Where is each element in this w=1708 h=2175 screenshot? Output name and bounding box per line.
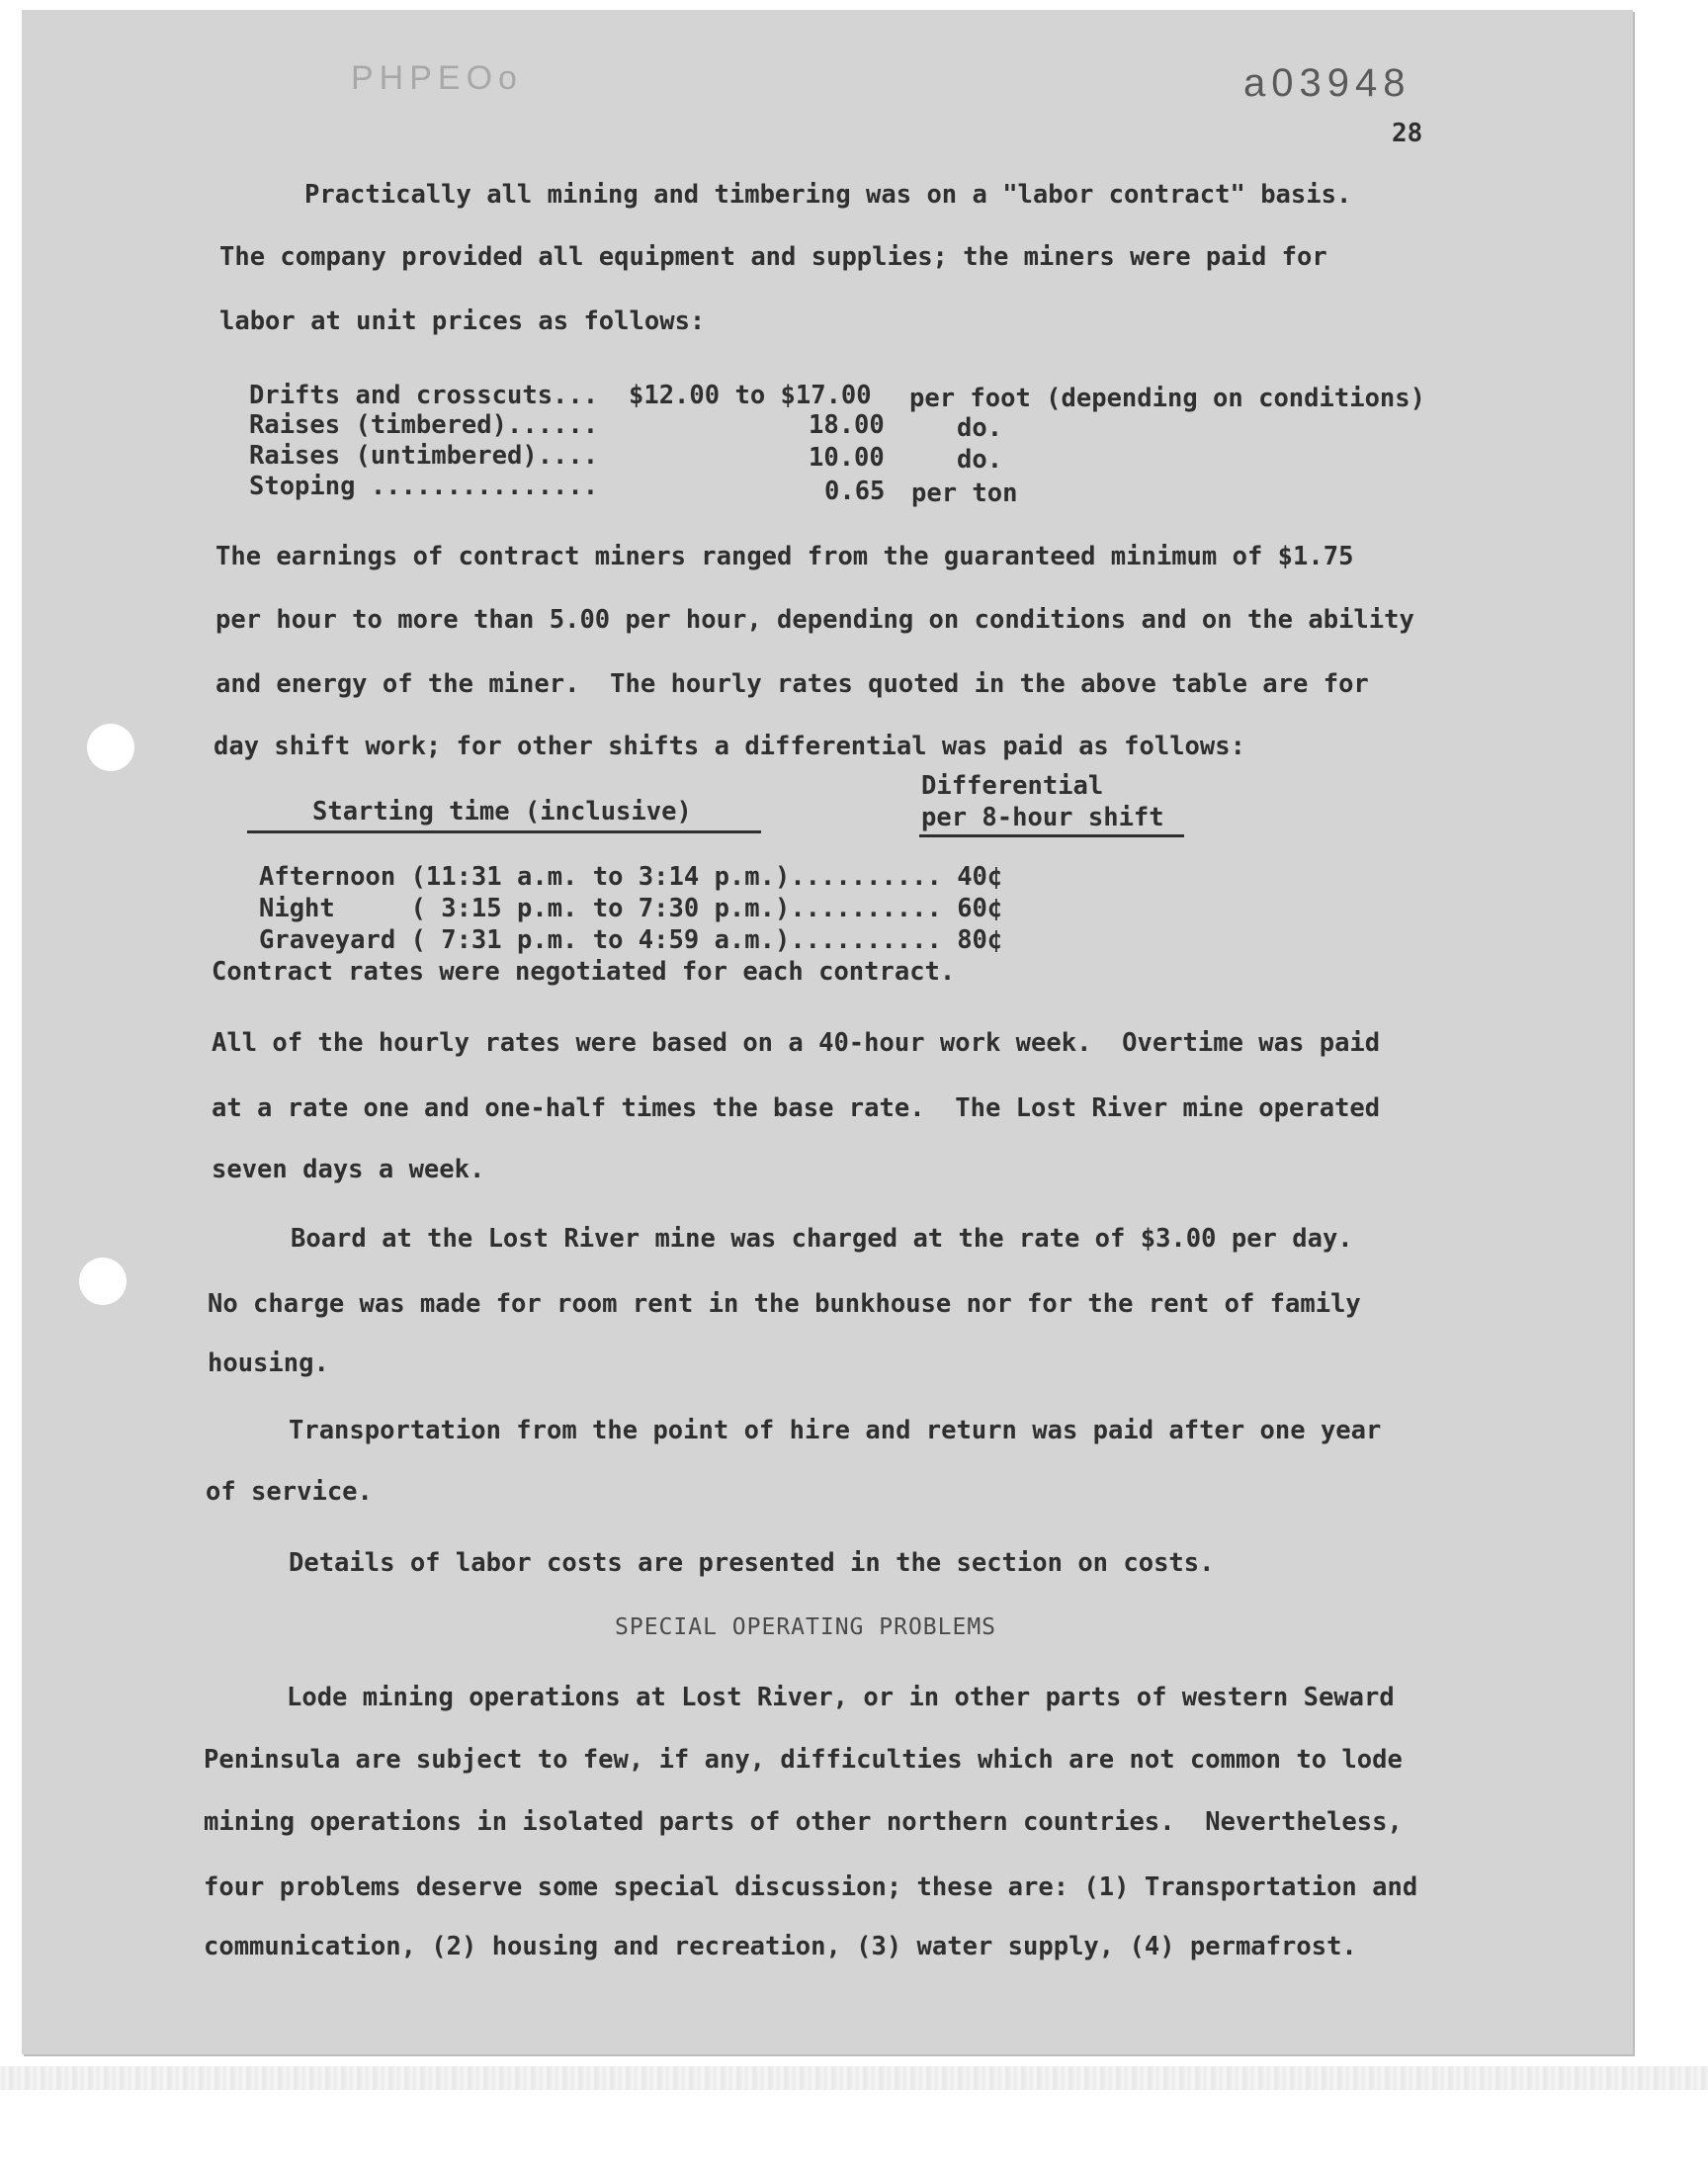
price-value: 10.00 bbox=[809, 443, 885, 473]
column-header: Differential bbox=[921, 771, 1104, 801]
paragraph-line: mining operations in isolated parts of other northern countries. Nevertheless, bbox=[204, 1807, 1403, 1837]
header-underline bbox=[247, 830, 761, 833]
paragraph-line: Lode mining operations at Lost River, or in other parts of western Seward bbox=[287, 1683, 1395, 1712]
paragraph-line: Board at the Lost River mine was charged at the rate of $3.00 per day. bbox=[291, 1224, 1353, 1254]
shift-row: Night ( 3:15 p.m. to 7:30 p.m.).......... 60¢ bbox=[259, 894, 1003, 923]
shift-row: Graveyard ( 7:31 p.m. to 4:59 a.m.).......... 80¢ bbox=[259, 925, 1003, 955]
paragraph-line: communication, (2) housing and recreation, (3) water supply, (4) permafrost. bbox=[204, 1932, 1357, 1961]
paragraph-line: The company provided all equipment and supplies; the miners were paid for bbox=[219, 242, 1327, 272]
paragraph-line: housing. bbox=[208, 1348, 329, 1378]
price-value: 18.00 bbox=[809, 410, 885, 440]
column-header: Starting time (inclusive) bbox=[312, 797, 692, 826]
paragraph-line: Details of labor costs are presented in the section on costs. bbox=[289, 1548, 1215, 1578]
price-unit: per ton bbox=[911, 478, 1018, 508]
column-header: per 8-hour shift bbox=[921, 803, 1164, 832]
paragraph-line: per hour to more than 5.00 per hour, depending on conditions and on the ability bbox=[215, 605, 1414, 635]
scan-artifact-strip bbox=[0, 2066, 1708, 2090]
price-item: Stoping ............... bbox=[249, 472, 599, 501]
paragraph-line: and energy of the miner. The hourly rates quoted in the above table are for bbox=[215, 669, 1369, 699]
shift-row: Afternoon (11:31 a.m. to 3:14 p.m.).......... 40¢ bbox=[259, 862, 1003, 892]
paragraph-line: day shift work; for other shifts a differential was paid as follows: bbox=[214, 732, 1245, 761]
paragraph-line: at a rate one and one-half times the base rate. The Lost River mine operated bbox=[212, 1093, 1381, 1123]
paragraph-line: Transportation from the point of hire and return was paid after one year bbox=[289, 1416, 1382, 1445]
paragraph-line: labor at unit prices as follows: bbox=[219, 306, 706, 336]
price-unit: per foot (depending on conditions) bbox=[909, 384, 1425, 413]
price-value: $12.00 to $17.00 bbox=[629, 381, 872, 410]
price-unit: do. bbox=[957, 413, 1003, 443]
price-unit: do. bbox=[957, 445, 1003, 475]
paragraph-line: seven days a week. bbox=[212, 1155, 485, 1184]
price-value: 0.65 bbox=[824, 477, 886, 506]
paragraph-line: Practically all mining and timbering was on a "labor contract" basis. bbox=[304, 180, 1352, 210]
price-item: Drifts and crosscuts... bbox=[249, 381, 599, 410]
punch-hole bbox=[87, 724, 134, 771]
price-item: Raises (untimbered).... bbox=[249, 441, 599, 471]
archive-stamp-left: PHPEOo bbox=[351, 59, 523, 97]
section-heading: SPECIAL OPERATING PROBLEMS bbox=[615, 1614, 997, 1640]
paragraph-line: four problems deserve some special discussion; these are: (1) Transportation and bbox=[204, 1872, 1418, 1902]
price-item: Raises (timbered)...... bbox=[249, 410, 599, 440]
paragraph-line: Peninsula are subject to few, if any, difficulties which are not common to lode bbox=[204, 1745, 1403, 1775]
header-underline bbox=[919, 834, 1184, 837]
table-note: Contract rates were negotiated for each contract. bbox=[212, 957, 956, 987]
page-number: 28 bbox=[1392, 119, 1423, 148]
paragraph-line: All of the hourly rates were based on a 40-hour work week. Overtime was paid bbox=[212, 1028, 1381, 1058]
paragraph-line: No charge was made for room rent in the bunkhouse nor for the rent of family bbox=[208, 1289, 1361, 1319]
paragraph-line: The earnings of contract miners ranged from the guaranteed minimum of $1.75 bbox=[215, 542, 1354, 571]
punch-hole bbox=[79, 1258, 127, 1305]
archive-stamp-right: a03948 bbox=[1243, 61, 1411, 105]
paragraph-line: of service. bbox=[206, 1477, 373, 1507]
